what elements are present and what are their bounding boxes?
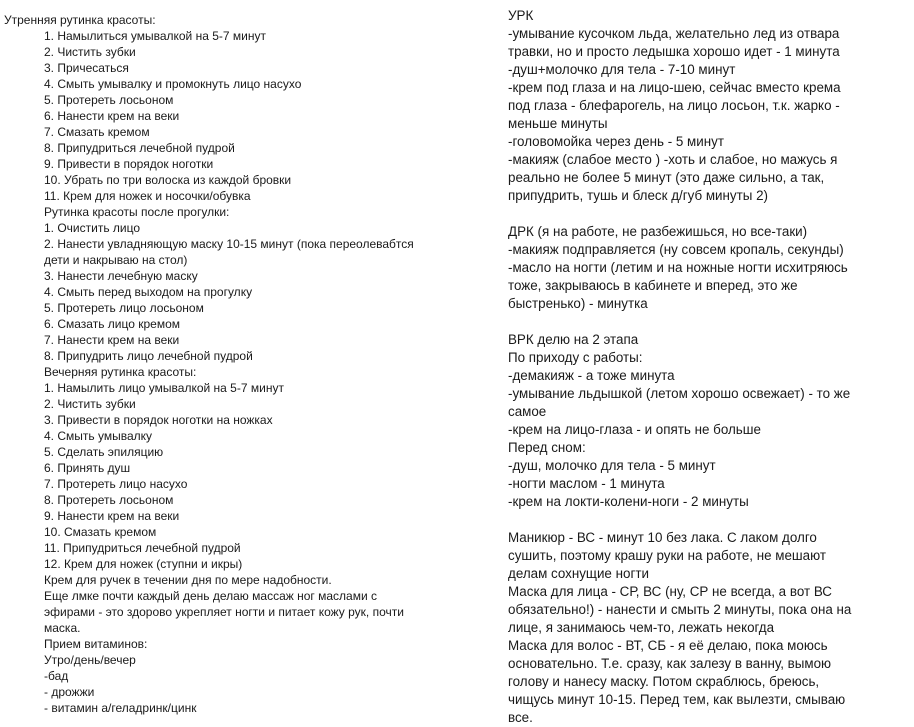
text-line: -масло на ногти (летим и на ножные ногти исхитряюсь — [508, 260, 848, 275]
text-line: все. — [508, 710, 533, 725]
text-line: 4. Смыть умывалку и промокнуть лицо насухо — [44, 77, 302, 91]
text-line: Еще лмке почти каждый день делаю массаж ног маслами с — [44, 589, 377, 603]
text-line: Утро/день/вечер — [44, 653, 136, 667]
text-line: 10. Смазать кремом — [44, 525, 157, 539]
text-line: 4. Смыть перед выходом на прогулку — [44, 285, 253, 299]
text-line: лице, я занимаюсь чем-то, лежать некогда — [508, 620, 775, 635]
text-line: 3. Привести в порядок ноготки на ножках — [44, 413, 273, 427]
text-line: -умывание льдышкой (летом хорошо освежает) - то же — [508, 386, 851, 401]
text-line: Маска для лица - СР, ВС (ну, СР не всегда, а вот ВС — [508, 584, 832, 599]
text-line: По приходу с работы: — [508, 350, 643, 365]
text-line: травки, но и просто ледышка хорошо идет - 1 минута — [508, 44, 840, 59]
text-line: 7. Нанести крем на веки — [44, 333, 180, 347]
text-line: сушить, поэтому крашу руки на работе, не мешают — [508, 548, 827, 563]
text-line: быстренько) - минутка — [508, 296, 648, 311]
text-line: 12. Крем для ножек (ступни и икры) — [44, 557, 243, 571]
text-line: 2. Чистить зубки — [44, 397, 136, 411]
text-line: - дрожжи — [44, 685, 95, 699]
text-line: -демакияж - а тоже минута — [508, 368, 675, 383]
text-line: Утренняя рутинка красоты: — [4, 13, 156, 27]
text-line: -душ, молочко для тела - 5 минут — [508, 458, 716, 473]
text-line: ДРК (я на работе, не разбежишься, но все-таки) — [508, 224, 808, 239]
text-line: самое — [508, 404, 547, 419]
text-line: Крем для ручек в течении дня по мере надобности. — [44, 573, 332, 587]
right-text-column — [508, 7, 908, 727]
text-line: - витамин а/геладринк/цинк — [44, 701, 197, 715]
text-line: 6. Нанести крем на веки — [44, 109, 180, 123]
text-line: реально не более 5 минут (это даже сильно, а так, — [508, 170, 825, 185]
text-line: 10. Убрать по три волоска из каждой бровки — [44, 173, 292, 187]
text-line: -макияж (слабое место ) -хоть и слабое, но мажусь я — [508, 152, 838, 167]
text-line: чищусь минут 10-15. Перед тем, как вылезти, смываю — [508, 692, 846, 707]
text-line: Перед сном: — [508, 440, 586, 455]
text-line: 9. Привести в порядок ноготки — [44, 157, 214, 171]
text-line: ВРК делю на 2 этапа — [508, 332, 639, 347]
text-line: 8. Припудрить лицо лечебной пудрой — [44, 349, 253, 363]
text-line: -макияж подправляется (ну совсем кропаль, секунды) — [508, 242, 844, 257]
text-line: 6. Смазать лицо кремом — [44, 317, 181, 331]
text-line: меньше минуты — [508, 116, 608, 131]
text-line: голову и нанесу маску. Потом скраблюсь, бреюсь, — [508, 674, 820, 689]
text-line: 5. Протереть лицо лосьоном — [44, 301, 204, 315]
text-line — [508, 205, 908, 223]
text-line: 4. Смыть умывалку — [44, 429, 153, 443]
text-line: Прием витаминов: — [44, 637, 148, 651]
text-line: 3. Причесаться — [44, 61, 129, 75]
text-line: 5. Протереть лосьоном — [44, 93, 174, 107]
text-line: 11. Припудриться лечебной пудрой — [44, 541, 241, 555]
text-line: делам сохнущие ногти — [508, 566, 649, 581]
text-line: -бад — [44, 669, 69, 683]
text-line: -ногти маслом - 1 минута — [508, 476, 665, 491]
text-line: 1. Очистить лицо — [44, 221, 141, 235]
text-line: основательно. Т.е. сразу, как залезу в ванну, вымою — [508, 656, 832, 671]
text-line: -крем на лицо-глаза - и опять не больше — [508, 422, 761, 437]
text-line: тоже, закрываюсь в кабинете и вперед, это же — [508, 278, 798, 293]
text-line: 1. Намылить лицо умывалкой на 5-7 минут — [44, 381, 284, 395]
text-line: 5. Сделать эпиляцию — [44, 445, 164, 459]
text-line: 6. Принять душ — [44, 461, 131, 475]
text-line: -головомойка через день - 5 минут — [508, 134, 724, 149]
text-line: припудрить, тушь и блеск д/губ минуты 2) — [508, 188, 769, 203]
text-line: -умывание кусочком льда, желательно лед из отвара — [508, 26, 840, 41]
text-line: Маска для волос - ВТ, СБ - я её делаю, пока моюсь — [508, 638, 828, 653]
text-line: эфирами - это здорово укрепляет ногти и питает кожу рук, почти — [44, 605, 404, 619]
text-line — [508, 511, 908, 529]
text-line: 7. Протереть лицо насухо — [44, 477, 188, 491]
text-line: 11. Крем для ножек и носочки/обувка — [44, 189, 251, 203]
text-line: 1. Намылиться умывалкой на 5-7 минут — [44, 29, 266, 43]
text-line: УРК — [508, 8, 534, 23]
text-line — [508, 313, 908, 331]
text-line: обязательно!) - нанести и смыть 2 минуты, пока она на — [508, 602, 852, 617]
text-line: 8. Припудриться лечебной пудрой — [44, 141, 235, 155]
text-line: дети и накрываю на стол) — [44, 253, 188, 267]
text-line: 9. Нанести крем на веки — [44, 509, 180, 523]
left-text-column — [4, 12, 474, 716]
text-line: маска. — [44, 621, 81, 635]
text-line: 7. Смазать кремом — [44, 125, 150, 139]
text-line: Маникюр - ВС - минут 10 без лака. С лаком долго — [508, 530, 817, 545]
text-line: 8. Протереть лосьоном — [44, 493, 174, 507]
text-line: -крем на локти-колени-ноги - 2 минуты — [508, 494, 749, 509]
text-line: -душ+молочко для тела - 7-10 минут — [508, 62, 736, 77]
text-line: 2. Чистить зубки — [44, 45, 136, 59]
text-line: 2. Нанести увладняющую маску 10-15 минут (пока переолевабтся — [44, 237, 414, 251]
text-line: -крем под глаза и на лицо-шею, сейчас вместо крема — [508, 80, 841, 95]
text-line: Рутинка красоты после прогулки: — [44, 205, 230, 219]
text-line: Вечерняя рутинка красоты: — [44, 365, 197, 379]
text-line: 3. Нанести лечебную маску — [44, 269, 198, 283]
text-line: под глаза - блефарогель, на лицо лосьон, т.к. жарко - — [508, 98, 840, 113]
